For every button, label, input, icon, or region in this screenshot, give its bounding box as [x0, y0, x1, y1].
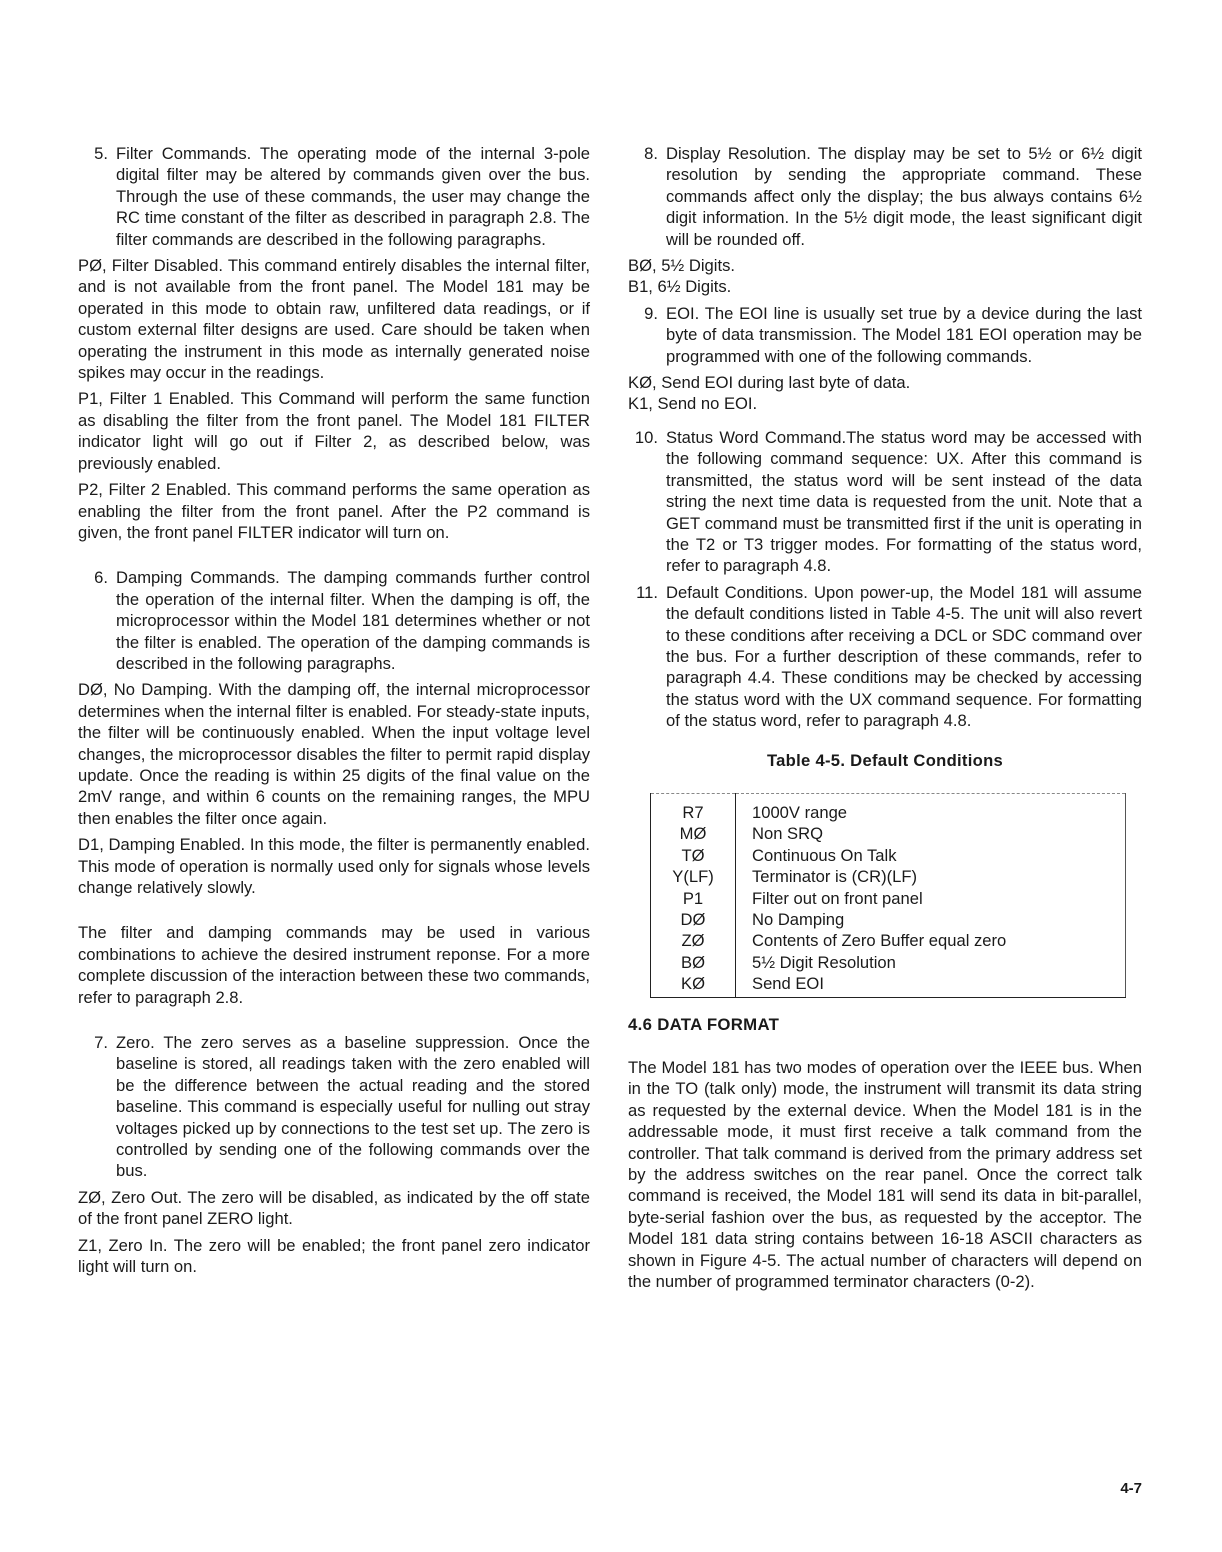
filter-damping-paragraph: The filter and damping commands may be used in various combinations to achieve the desired instrument reponse. For a more complete discussion of the interaction between these two commands, refer to paragraph 2.8.	[78, 923, 590, 1007]
table-title: Table 4-5. Default Conditions	[766, 750, 1004, 770]
command-b0: BØ, 5½ Digits.	[628, 256, 735, 276]
table-code: MØ	[651, 823, 736, 844]
table-row	[651, 952, 1126, 973]
item-text: Damping Commands. The damping commands further control the operation of the internal filter. When the damping is off, the microprocessor within the Model 181 determines whether or not the filter is enabled. The operation of the damping commands is described in the following paragraphs.	[116, 568, 590, 673]
item-number: 11.	[636, 582, 658, 602]
command-d0: DØ, No Damping. With the damping off, the internal microprocessor determines when the internal filter is enabled. For steady-state inputs, the filter will be continuously enabled. When the input voltage level changes, the microprocessor disables the filter to permit rapid display update. Once the reading is within 25 digits of the final value on the 2mV range, and within 6 counts on the remaining ranges, the MPU then enables the filter once again.	[78, 680, 590, 828]
item-5-filter-commands	[78, 143, 590, 250]
table-desc: No Damping	[752, 910, 845, 929]
command-z0: ZØ, Zero Out. The zero will be disabled, as indicated by the off state of the front panel ZERO light.	[78, 1187, 590, 1229]
table-desc: 1000V range	[752, 802, 848, 822]
item-text: Filter Commands. The operating mode of the internal 3-pole digital filter may be altered by commands given over the bus. Through the use of these commands, the user may change the RC time constant of the filter as described in paragraph 2.8. The filter commands are described in the following paragraphs.	[116, 144, 590, 249]
item-6-damping-commands	[78, 567, 590, 674]
item-number: 8.	[644, 144, 658, 163]
table-code: ZØ	[651, 930, 736, 951]
default-conditions-table	[650, 793, 1126, 998]
table-desc: Filter out on front panel	[752, 888, 923, 908]
table-desc: Send EOI	[752, 974, 824, 994]
table-row	[651, 845, 1126, 866]
table-code: TØ	[651, 845, 736, 866]
page-number: 4-7	[1120, 1480, 1142, 1497]
item-text: Zero. The zero serves as a baseline suppression. Once the baseline is stored, all readings taken with the zero enabled will be the difference between the actual reading and the stored baseline. This command is especially useful for nulling out stray voltages picked up by connections to the test set up. The zero is controlled by sending one of the following commands over the bus.	[116, 1033, 590, 1181]
section-heading: 4.6 DATA FORMAT	[628, 1014, 780, 1034]
item-11-default-conditions	[628, 582, 1142, 732]
table-desc: Non SRQ	[752, 824, 824, 844]
table-code: Y(LF)	[651, 866, 736, 887]
command-p1: P1, Filter 1 Enabled. This Command will perform the same function as disabling the filter from the front panel. The Model 181 FILTER indicator light will go out if Filter 2, as described below, was previously enabled.	[78, 389, 590, 473]
item-number: 5.	[94, 144, 108, 163]
table-desc: Terminator is (CR)(LF)	[752, 867, 918, 887]
table-desc: 5½ Digit Resolution	[752, 952, 896, 972]
table-desc: Contents of Zero Buffer equal zero	[752, 931, 1007, 951]
table-row	[651, 930, 1126, 951]
table-row	[651, 973, 1126, 997]
data-format-paragraph: The Model 181 has two modes of operation over the IEEE bus. When in the TO (talk only) mode, the instrument will transmit its data string as requested by the external device. When the Model 181 is in the addressable mode, it must first receive a talk command from the controller. That talk command is derived from the primary address set by the address switches on the rear panel. Once the correct talk command is received, the Model 181 will send its data in bit-parallel, byte-serial fashion over the bus, as requested by the acceptor. The Model 181 data string contains between 16-18 ASCII characters as shown in Figure 4-5. The actual number of characters will depend on the number of programmed terminator characters (0-2).	[628, 1058, 1142, 1292]
item-text: Display Resolution. The display may be set to 5½ or 6½ digit resolution by sending the appropriate command. These commands affect only the display; the bus always contains 6½ digit information. In the 5½ digit mode, the least significant digit will be rounded off.	[666, 144, 1142, 249]
item-9-eoi	[628, 303, 1142, 367]
item-8-display-resolution	[628, 143, 1142, 250]
command-k1: K1, Send no EOI.	[628, 394, 758, 414]
table-row	[651, 866, 1126, 887]
item-text: Status Word Command.The status word may be accessed with the following command sequence: UX. After this command is transmitted, the status word will be sent instead of the data string the next time data is requested from the unit. Note that a GET command must be transmitted first if the unit is operating in the T2 or T3 trigger modes. For formatting of the status word, refer to paragraph 4.8.	[666, 427, 1142, 576]
item-10-status-word	[628, 427, 1142, 577]
table-row	[651, 793, 1126, 823]
table-code: BØ	[651, 952, 736, 973]
item-text: Default Conditions. Upon power-up, the Model 181 will assume the default conditions listed in Table 4-5. The unit will also revert to these conditions after receiving a DCL or SDC command over the bus. For a further description of these commands, refer to paragraph 4.4. These conditions may be checked by accessing the status word with the UX command sequence. For formatting of the status word, refer to paragraph 4.8.	[666, 582, 1142, 731]
left-column	[78, 143, 590, 1278]
command-k0: KØ, Send EOI during last byte of data.	[628, 373, 911, 393]
item-number: 9.	[644, 303, 658, 323]
command-p2: P2, Filter 2 Enabled. This command performs the same operation as enabling the filter from the front panel. After the P2 command is given, the front panel FILTER indicator will turn on.	[78, 480, 590, 542]
table-desc: Continuous On Talk	[752, 845, 897, 865]
item-number: 7.	[94, 1033, 108, 1053]
item-number: 6.	[94, 568, 108, 588]
defaults-table	[650, 793, 1126, 998]
table-code: DØ	[651, 909, 736, 930]
item-text: EOI. The EOI line is usually set true by a device during the last byte of data transmission. The Model 181 EOI operation may be programmed with one of the following commands.	[666, 303, 1142, 366]
right-column	[628, 143, 1142, 1293]
item-number: 10.	[634, 427, 658, 447]
table-row	[651, 823, 1126, 844]
item-7-zero	[78, 1032, 590, 1182]
table-row	[651, 909, 1126, 930]
table-code: R7	[651, 793, 736, 823]
command-b1: B1, 6½ Digits.	[628, 277, 732, 297]
command-p0: PØ, Filter Disabled. This command entirely disables the internal filter, and is not available from the front panel. The Model 181 may be operated in this mode to obtain raw, unfiltered data readings, or if custom external filter designs are used. Care should be taken when operating the instrument in this mode as internally generated noise spikes may occur in the readings.	[78, 256, 590, 383]
table-code: P1	[651, 888, 736, 909]
table-code: KØ	[651, 973, 736, 997]
command-d1: D1, Damping Enabled. In this mode, the filter is permanently enabled. This mode of operation is normally used only for signals whose levels change relatively slowly.	[78, 835, 590, 897]
table-row	[651, 888, 1126, 909]
command-z1: Z1, Zero In. The zero will be enabled; the front panel zero indicator light will turn on.	[78, 1235, 590, 1277]
